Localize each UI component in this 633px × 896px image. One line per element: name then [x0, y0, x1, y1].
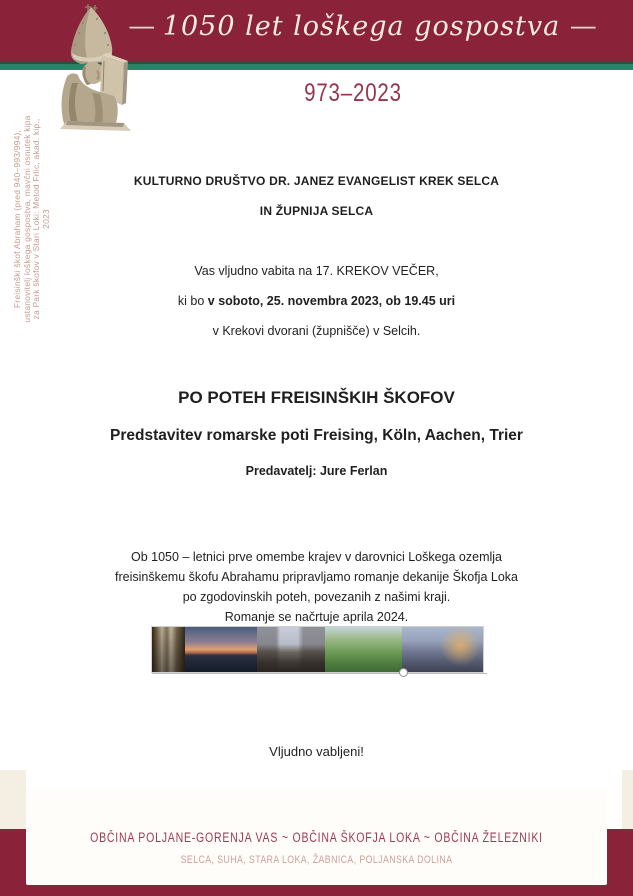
- announcement-paragraph: [0, 547, 633, 627]
- image-resize-handle[interactable]: [399, 668, 408, 677]
- anniversary-script-banner: [90, 11, 633, 42]
- photo-cologne-skyline-sunset: [185, 627, 257, 672]
- event-title: PO POTEH FREISINŠKIH ŠKOFOV: [178, 388, 455, 407]
- photo-cathedral-interior: [152, 627, 185, 672]
- footer-right-edge: [622, 770, 633, 829]
- footer-left-edge: [0, 770, 26, 829]
- bishop-statue-image: [52, 3, 136, 133]
- flourish-right: —: [569, 11, 595, 42]
- photo-aerial-green-town: [325, 627, 402, 672]
- invite-line1: Vas vljudno vabita na 17. KREKOV VEČER,: [194, 264, 439, 278]
- anniversary-years: 973–2023: [304, 79, 402, 107]
- paragraph-line3: po zgodovinskih poteh, povezanih z našimi kraji.: [182, 590, 451, 604]
- statue-caption-line1: Freisinški škof Abraham (pred 940–993/994),: [12, 129, 22, 309]
- photo-old-town-street-dusk: [402, 627, 483, 672]
- invite-line2-prefix: ki bo: [177, 294, 208, 308]
- anniversary-banner-text: 1050 let loškega gospostva: [162, 11, 561, 42]
- footer-places: SELCA, SUHA, STARA LOKA, ŽABNICA, POLJANSKA DOLINA: [180, 854, 453, 866]
- closing-line: Vljudno vabljeni!: [269, 744, 364, 759]
- organizer-line2: IN ŽUPNIJA SELCA: [259, 204, 374, 218]
- organizer-line1: KULTURNO DRUŠTVO DR. JANEZ EVANGELIST KREK SELCA: [133, 174, 500, 188]
- event-subtitle: Predstavitev romarske poti Freising, Köln, Aachen, Trier: [110, 427, 523, 444]
- footer-municipalities: OBČINA POLJANE-GORENJA VAS ~ OBČINA ŠKOFJA LOKA ~ OBČINA ŽELEZNIKI: [90, 830, 543, 845]
- image-selection-border: [152, 673, 487, 674]
- lecturer-line: Predavatelj: Jure Ferlan: [245, 464, 388, 478]
- statue-caption-line3: za Park škofov v Stari Loki: Metod Frlic, akad. kip., 2023: [31, 118, 51, 320]
- invite-line2-datetime: v soboto, 25. novembra 2023, ob 19.45 uri: [207, 294, 456, 308]
- paragraph-line1: Ob 1050 – letnici prve omembe krajev v darovnici Loškega ozemlja: [130, 550, 503, 564]
- footer-sponsors-box: [26, 788, 607, 885]
- invite-line2: [0, 294, 633, 308]
- invite-line3: v Krekovi dvorani (župnišče) v Selcih.: [212, 324, 421, 338]
- paragraph-line4: Romanje se načrtuje aprila 2024.: [224, 610, 409, 624]
- paragraph-line2: freisinškemu škofu Abrahamu pripravljamo romanje dekanije Škofja Loka: [115, 570, 518, 584]
- pilgrimage-photo-strip: [152, 627, 483, 672]
- flourish-left: —: [128, 11, 154, 42]
- statue-caption-line2: ustanovitelj loškega gospostva, mavčni osnutek kipa: [21, 115, 32, 323]
- photo-aachen-cathedral: [257, 627, 325, 672]
